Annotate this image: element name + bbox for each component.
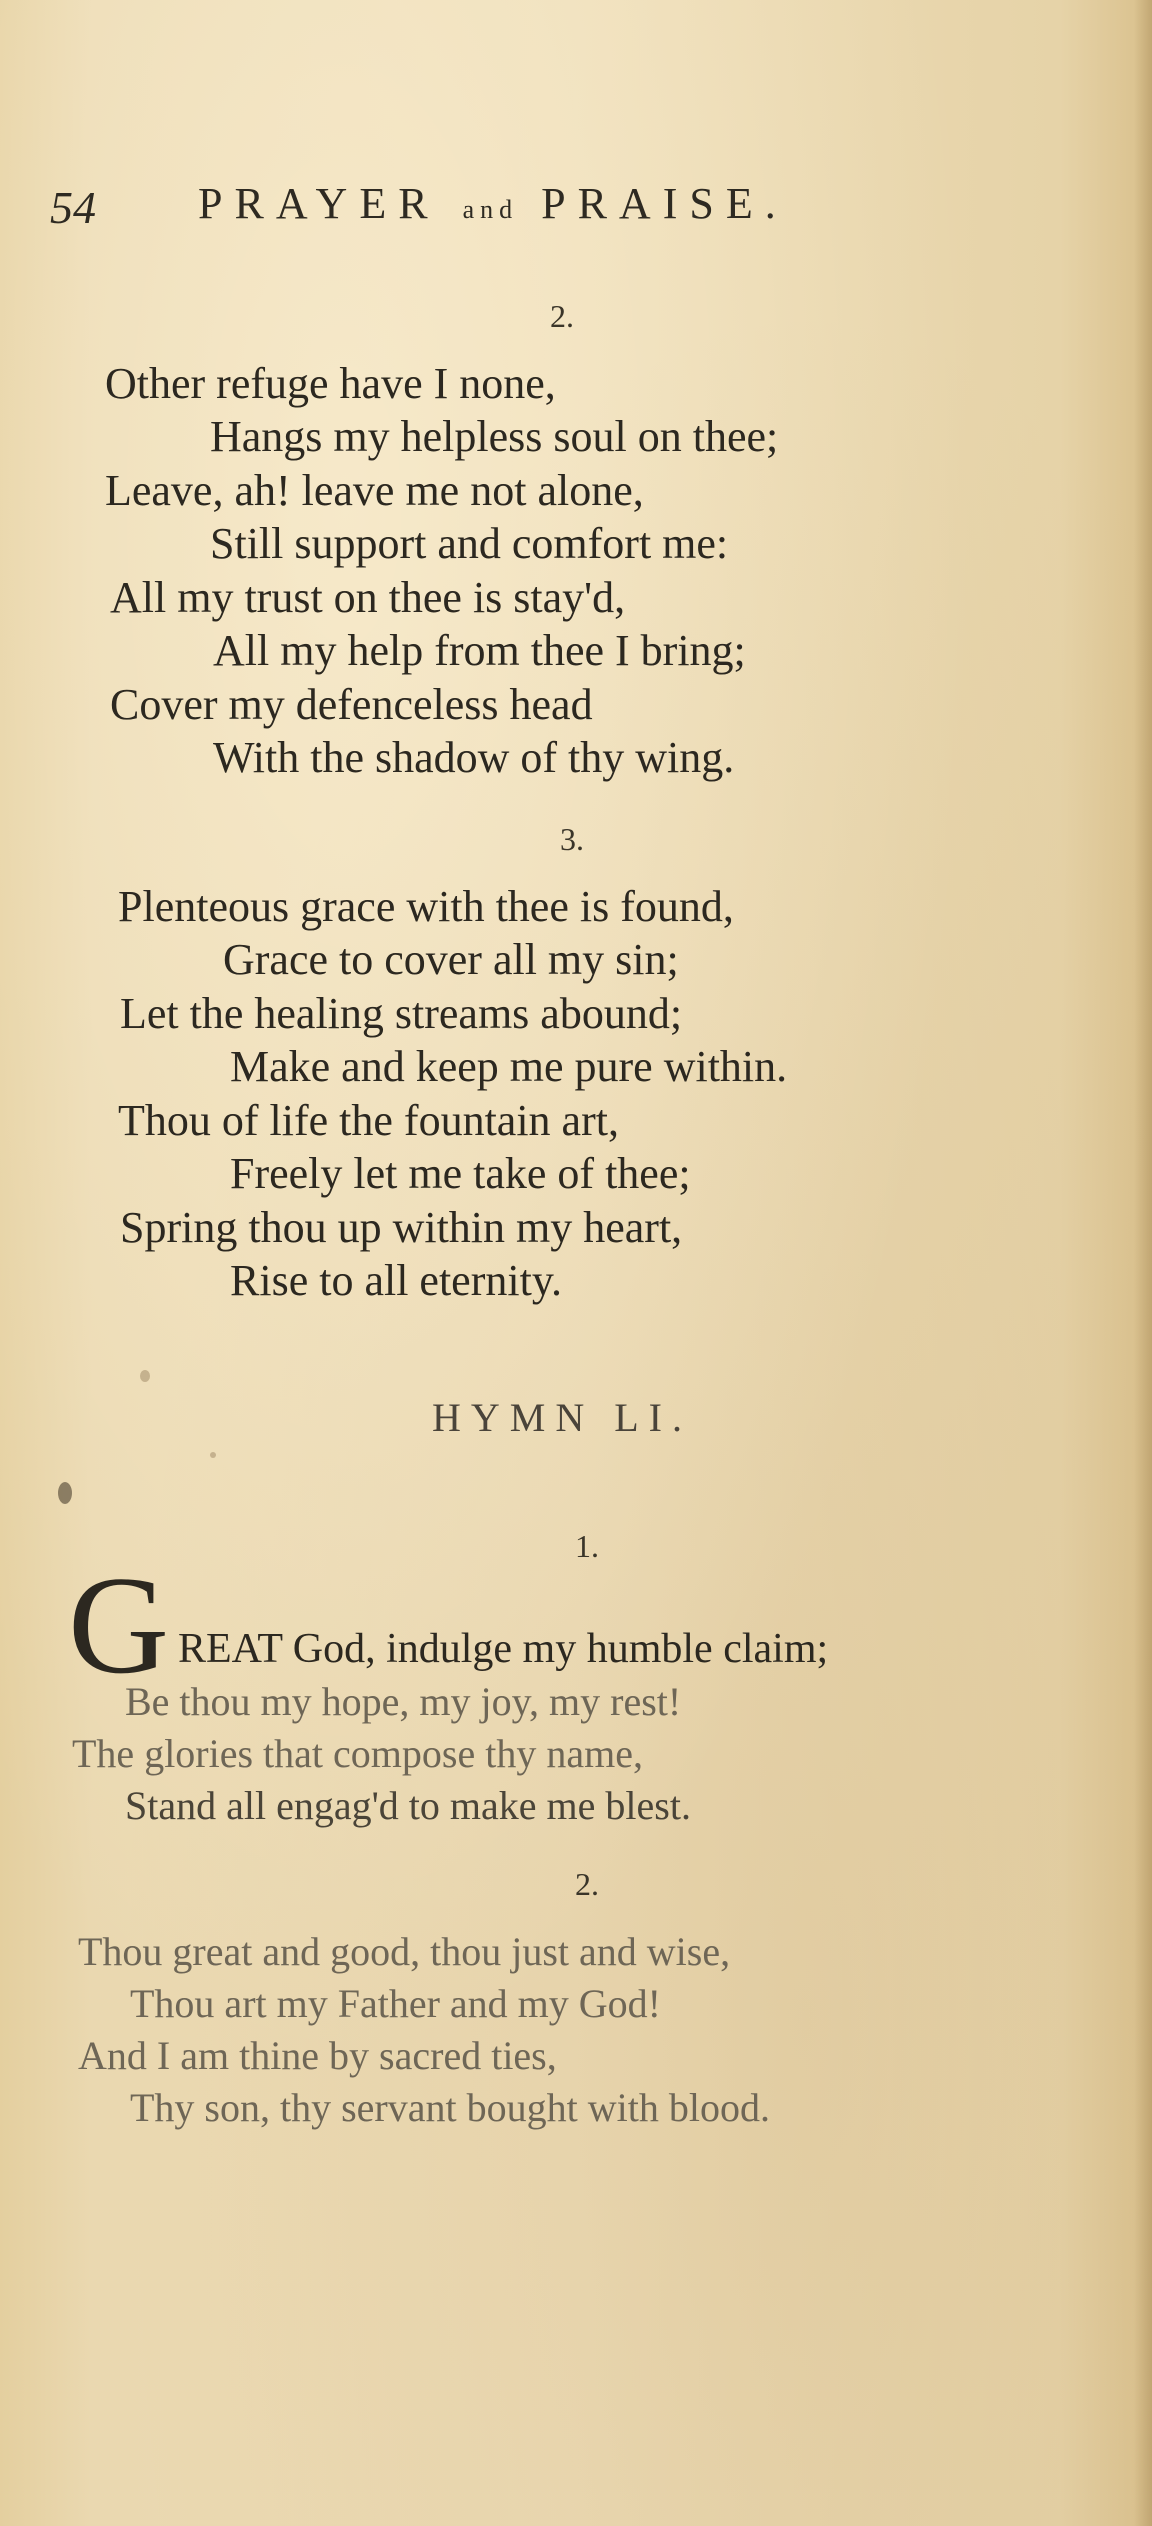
page-edge-shadow [1134, 0, 1152, 2526]
verse-line: Thy son, thy servant bought with blood. [130, 2085, 770, 2130]
verse-line: Thou art my Father and my God! [130, 1981, 661, 2026]
verse-line: All my trust on thee is stay'd, [110, 573, 626, 622]
verse-line: Freely let me take of thee; [230, 1149, 691, 1198]
verse-line: With the shadow of thy wing. [213, 733, 735, 782]
verse-line: Thou of life the fountain art, [118, 1096, 619, 1145]
verse-line: Let the healing streams abound; [120, 989, 683, 1038]
verse-line: REAT God, indulge my humble claim; [178, 1626, 829, 1672]
verse-line: Leave, ah! leave me not alone, [105, 466, 644, 515]
verse-line: Plenteous grace with thee is found, [118, 882, 734, 931]
verse-number: 2. [575, 1866, 599, 1902]
running-title-right: PRAISE. [541, 179, 788, 228]
verse-number: 2. [550, 298, 574, 334]
verse-number: 1. [575, 1528, 599, 1564]
verse-line: All my help from thee I bring; [213, 626, 746, 675]
running-title [198, 179, 788, 228]
verse-line: Be thou my hope, my joy, my rest! [125, 1679, 682, 1724]
verse-line: Hangs my helpless soul on thee; [210, 412, 779, 461]
verse-line: Stand all engag'd to make me blest. [125, 1783, 691, 1828]
verse-line: Make and keep me pure within. [230, 1042, 788, 1091]
ink-spot [58, 1482, 72, 1504]
verse-line: Thou great and good, thou just and wise, [78, 1929, 731, 1974]
drop-cap: G [68, 1548, 170, 1703]
verse-line: The glories that compose thy name, [72, 1731, 643, 1776]
ink-spot [210, 1452, 216, 1458]
hymn-title: HYMN LI. [432, 1395, 692, 1440]
page-number: 54 [50, 182, 96, 233]
verse-line: Still support and comfort me: [210, 519, 729, 568]
running-title-left: PRAYER [198, 179, 440, 228]
running-title-middle: and [462, 195, 519, 224]
verse-line: Rise to all eternity. [230, 1256, 562, 1305]
ink-spot [140, 1370, 150, 1382]
verse-line: And I am thine by sacred ties, [78, 2033, 557, 2078]
verse-number: 3. [560, 821, 584, 857]
verse-line: Cover my defenceless head [110, 680, 593, 729]
verse-line: Spring thou up within my heart, [120, 1203, 683, 1252]
verse-line: Other refuge have I none, [105, 359, 556, 408]
verse-line: Grace to cover all my sin; [223, 935, 679, 984]
